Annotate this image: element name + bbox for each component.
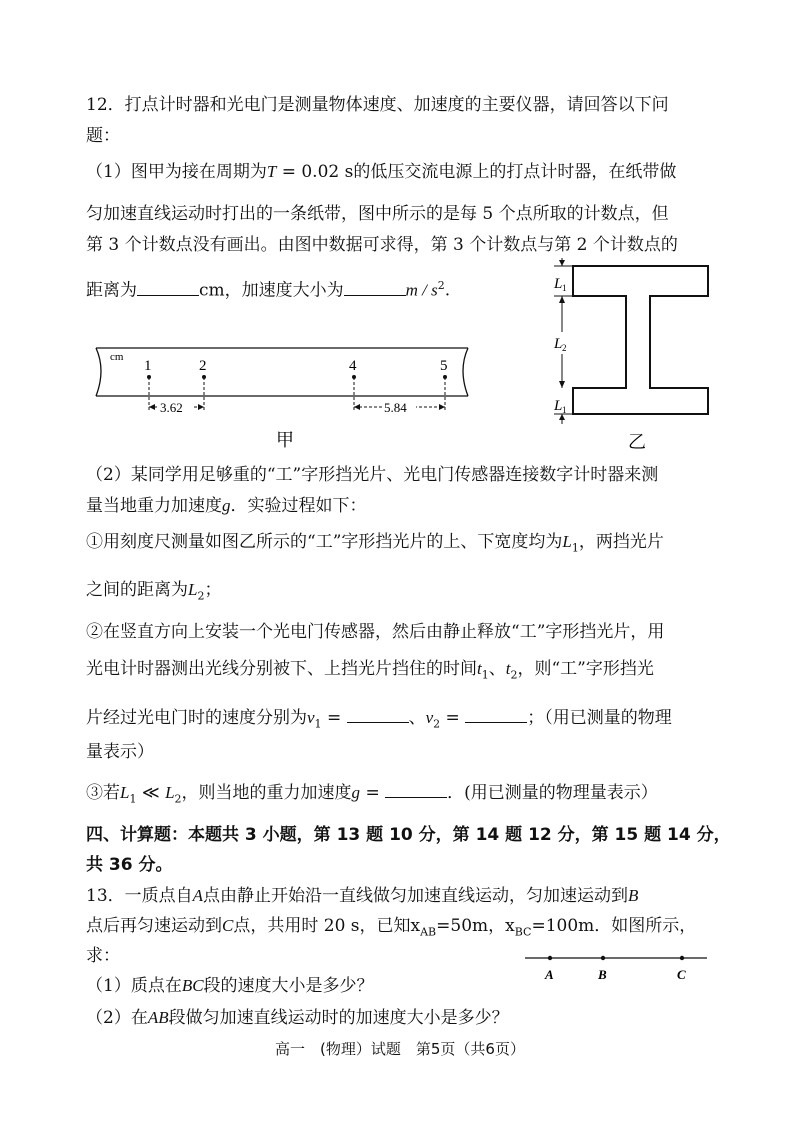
section4-heading-line2: 共 36 分。 — [86, 855, 173, 875]
text: 、 — [488, 659, 506, 679]
symbol-v: v — [425, 708, 434, 727]
symbol-A: A — [192, 886, 204, 905]
subscript: 2 — [174, 792, 182, 806]
text: . — [444, 280, 451, 301]
q12-part2-line1: （2）某同学用足够重的“工”字形挡光片、光电门传感器连接数字计时器来测 — [86, 465, 659, 485]
text: 片经过光电门时的速度分别为 — [86, 708, 307, 728]
symbol-BC: BC — [181, 976, 204, 995]
text: 点，共用时 20 s，已知x — [233, 916, 421, 936]
q13-subq1 — [86, 974, 724, 998]
symbol-t: t — [477, 659, 482, 678]
figure-caption-yi: 乙 — [628, 432, 646, 452]
q12-step2-line2 — [86, 657, 724, 687]
text: 、 — [408, 708, 426, 728]
subscript: AB — [420, 925, 437, 939]
figure-yi-shutter — [540, 256, 720, 452]
figure-caption-jia: 甲 — [276, 430, 294, 450]
q13-line1 — [86, 884, 724, 908]
tape-unit: cm — [110, 351, 124, 363]
symbol-v: v — [307, 708, 315, 727]
count-point-5 — [440, 358, 448, 412]
page-footer: 高一 (物理）试题 第5页（共6页） — [275, 1040, 525, 1058]
point-label: 5 — [440, 358, 448, 374]
text: ①用刻度尺测量如图乙所示的“工”字形挡光片的上、下宽度均为 — [86, 532, 563, 552]
text: 点由静止开始沿一直线做匀加速直线运动，匀加速运动到 — [203, 886, 629, 906]
text: ，两挡光片 — [578, 532, 664, 552]
text: 13．一质点自 — [86, 886, 193, 906]
symbol-g: g — [222, 496, 231, 515]
answer-blank[interactable] — [385, 781, 447, 798]
q12-step2-line4: 量表示） — [86, 742, 154, 762]
text: ③若 — [86, 783, 120, 803]
text: （1）质点在 — [86, 976, 182, 996]
text: 的低压交流电源上的打点计时器，在纸带做 — [353, 162, 677, 182]
subscript: 1 — [129, 792, 137, 806]
text: 量当地重力加速度 — [86, 496, 222, 516]
count-point-2 — [199, 358, 207, 412]
subscript: 1 — [481, 668, 489, 682]
q12-step1-line2 — [86, 578, 724, 608]
text: ；（用已测量的物理 — [527, 708, 672, 728]
symbol-C: C — [222, 916, 234, 935]
text: cm，加速度大小为 — [199, 280, 344, 301]
q13-line2 — [86, 914, 724, 944]
text: 段做匀加速直线运动时的加速度大小是多少？ — [168, 1008, 509, 1028]
answer-blank[interactable] — [137, 279, 199, 296]
text: ．实验过程如下： — [230, 496, 367, 516]
symbol-t: t — [505, 659, 511, 678]
q12-part1-line1 — [86, 160, 724, 184]
text: （2）在 — [86, 1008, 148, 1028]
subscript: 2 — [197, 589, 205, 603]
symbol-B: B — [628, 886, 639, 905]
q12-part2-line2 — [86, 494, 724, 518]
text: ．(用已测量的物理量表示） — [447, 783, 658, 803]
q13-subq2 — [86, 1006, 724, 1030]
section4-heading-line1: 四、计算题：本题共 3 小题，第 13 题 10 分，第 14 题 12 分，第 15 题 14 分， — [86, 825, 731, 845]
point-B-label: B — [598, 967, 607, 982]
answer-blank[interactable] — [344, 279, 406, 296]
subscript: BC — [514, 925, 532, 939]
symbol-L: L — [165, 783, 175, 802]
point-label: 4 — [349, 358, 357, 374]
subscript: 1 — [571, 541, 579, 555]
figure-jia-tape — [88, 340, 478, 450]
dimension-L2 — [552, 296, 574, 388]
label-sub: 1 — [562, 283, 567, 293]
label-L: L — [554, 398, 563, 414]
q12-part1-line3: 第 3 个计数点没有画出。由图中数据可求得，第 3 个计数点与第 2 个计数点的 — [86, 235, 678, 255]
unit: m / s — [405, 280, 438, 300]
point-A-label: A — [545, 967, 554, 982]
label-L: L — [554, 276, 563, 292]
answer-blank[interactable] — [465, 706, 527, 723]
answer-blank[interactable] — [347, 706, 409, 723]
text: （1）图甲为接在周期为 — [86, 162, 267, 182]
point-label: 2 — [199, 358, 207, 374]
text: 段的速度大小是多少？ — [203, 976, 374, 996]
text: 光电计时器测出光线分别被下、上挡光片挡住的时间 — [86, 659, 477, 679]
distance-label: 5.84 — [384, 400, 407, 415]
label-sub: 1 — [562, 405, 567, 415]
text: = — [440, 708, 466, 728]
q12-line2: 题： — [86, 126, 120, 146]
point-C-label: C — [677, 967, 686, 982]
dimension-L1-top — [553, 258, 573, 296]
text: = 0.02 s — [276, 162, 354, 182]
symbol-L: L — [188, 580, 198, 599]
subscript: 1 — [314, 717, 322, 731]
subscript: 2 — [510, 668, 518, 682]
text: 之间的距离为 — [86, 580, 188, 600]
text: =50m，x — [436, 916, 515, 936]
text: 距离为 — [86, 280, 137, 301]
symbol-L: L — [562, 532, 572, 551]
count-point-1 — [144, 358, 152, 412]
text: = — [360, 783, 386, 803]
text: ； — [204, 580, 222, 600]
q12-step3-line1 — [86, 781, 724, 811]
q12-step1-line1 — [86, 530, 724, 560]
symbol-L: L — [120, 783, 130, 802]
text: 点后再匀速运动到 — [86, 916, 222, 936]
text: = — [321, 708, 347, 728]
unit-exponent: 2 — [437, 279, 445, 292]
q12-step2-line1: ②在竖直方向上安装一个光电门传感器，然后由静止释放“工”字形挡光片，用 — [86, 622, 665, 642]
label-sub: 2 — [562, 343, 567, 353]
text: ≪ — [136, 783, 166, 803]
symbol-AB: AB — [147, 1008, 169, 1027]
distance-4-5 — [354, 400, 445, 415]
label-L: L — [554, 336, 563, 352]
distance-label: 3.62 — [160, 400, 183, 415]
symbol-g: g — [351, 783, 361, 802]
count-point-4 — [349, 358, 357, 412]
q13-line3: 求： — [86, 946, 120, 966]
text: ，则“工”字形挡光 — [517, 659, 654, 679]
text: =100m．如图所示， — [531, 916, 697, 936]
subscript: 2 — [433, 717, 441, 731]
q12-line1: 12．打点计时器和光电门是测量物体速度、加速度的主要仪器，请回答以下问 — [86, 95, 669, 115]
distance-1-2 — [149, 400, 204, 415]
q12-part1-line2: 匀加速直线运动时打出的一条纸带，图中所示的是每 5 个点所取的计数点，但 — [86, 204, 669, 224]
point-label: 1 — [144, 358, 152, 374]
text: ，则当地的重力加速度 — [181, 783, 352, 803]
symbol-T: T — [266, 162, 277, 181]
q12-step2-line3 — [86, 706, 724, 736]
dimension-L1-bottom — [553, 398, 573, 424]
